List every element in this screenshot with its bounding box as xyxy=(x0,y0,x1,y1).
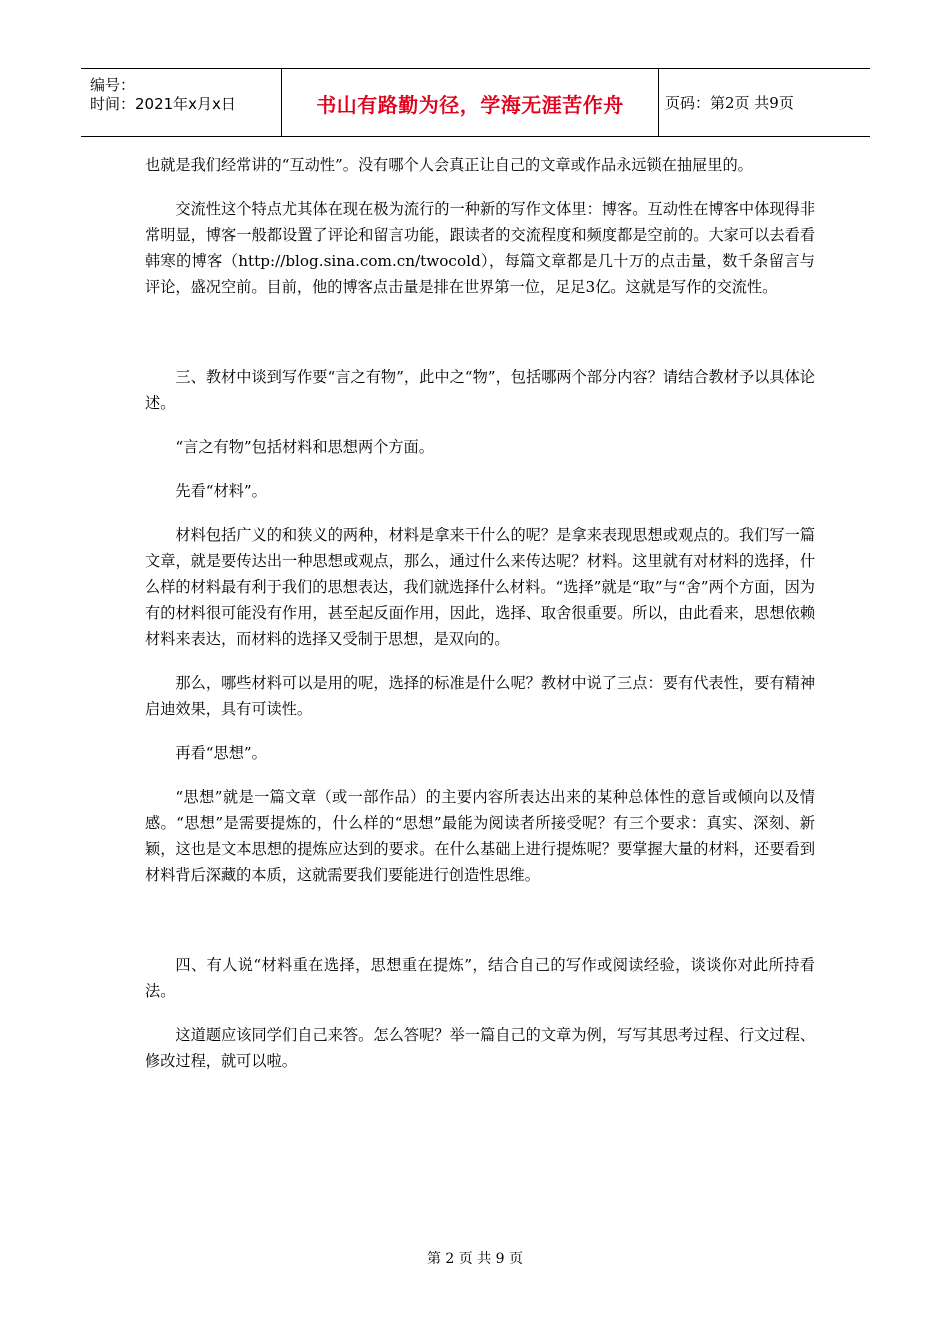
document-date: 时间：2021年x月x日 xyxy=(90,95,236,113)
paragraph: 材料包括广义的和狭义的两种，材料是拿来干什么的呢？是拿来表现思想或观点的。我们写一篇文章，就是要传达出一种思想或观点，那么，通过什么来传达呢？材料。这里就有对材料的选择，什么样的材料最有利于我们的思想表达，我们就选择什么材料。“选择”就是“取”与“舍”两个方面，因为有的材料很可能没有作用，甚至起反面作用，因此，选择、取舍很重要。所以，由此看来，思想依赖材料来表达，而材料的选择又受制于思想，是双向的。 xyxy=(145,526,815,648)
page-footer: 第 2 页 共 9 页 xyxy=(426,1251,524,1267)
paragraph: “言之有物”包括材料和思想两个方面。 xyxy=(175,438,434,456)
paragraph: 先看“材料”。 xyxy=(175,482,267,500)
page-header xyxy=(81,68,870,137)
paragraph: 这道题应该同学们自己来答。怎么答呢？举一篇自己的文章为例，写写其思考过程、行文过程、修改过程，就可以啦。 xyxy=(145,1026,815,1070)
paragraph: 交流性这个特点尤其体在现在极为流行的一种新的写作文体里：博客。互动性在博客中体现得非常明显，博客一般都设置了评论和留言功能，跟读者的交流程度和频度都是空前的。大家可以去看看韩寒的博客（http://blog.sina.com.cn/twocold），每篇文章都是几十万的点击量，数千条留言与评论，盛况空前。目前，他的博客点击量是排在世界第一位，足足3亿。这就是写作的交流性。 xyxy=(145,200,815,296)
header-motto-cell xyxy=(282,69,659,136)
header-motto: 书山有路勤为径，学海无涯苦作舟 xyxy=(316,93,624,117)
document-body xyxy=(145,152,815,1092)
header-page-cell xyxy=(659,69,870,136)
question-three: 三、教材中谈到写作要“言之有物”，此中之“物”，包括哪两个部分内容？请结合教材予以具体论述。 xyxy=(145,368,815,412)
paragraph: “思想”就是一篇文章（或一部作品）的主要内容所表达出来的某种总体性的意旨或倾向以及情感。“思想”是需要提炼的，什么样的“思想”最能为阅读者所接受呢？有三个要求：真实、深刻、新颖，这也是文本思想的提炼应达到的要求。在什么基础上进行提炼呢？要掌握大量的材料，还要看到材料背后深藏的本质，这就需要我们要能进行创造性思维。 xyxy=(145,788,815,884)
paragraph: 那么，哪些材料可以是用的呢，选择的标准是什么呢？教材中说了三点：要有代表性，要有精神启迪效果，具有可读性。 xyxy=(145,674,815,718)
document-number-label: 编号： xyxy=(90,76,136,94)
question-four: 四、有人说“材料重在选择，思想重在提炼”，结合自己的写作或阅读经验，谈谈你对此所持看法。 xyxy=(145,956,815,1000)
header-page-info: 页码：第2页 共9页 xyxy=(665,94,794,112)
paragraph: 再看“思想”。 xyxy=(175,744,267,762)
paragraph-continuation: 也就是我们经常讲的“互动性”。没有哪个人会真正让自己的文章或作品永远锁在抽屉里的。 xyxy=(145,156,753,174)
header-meta-cell xyxy=(81,69,282,136)
